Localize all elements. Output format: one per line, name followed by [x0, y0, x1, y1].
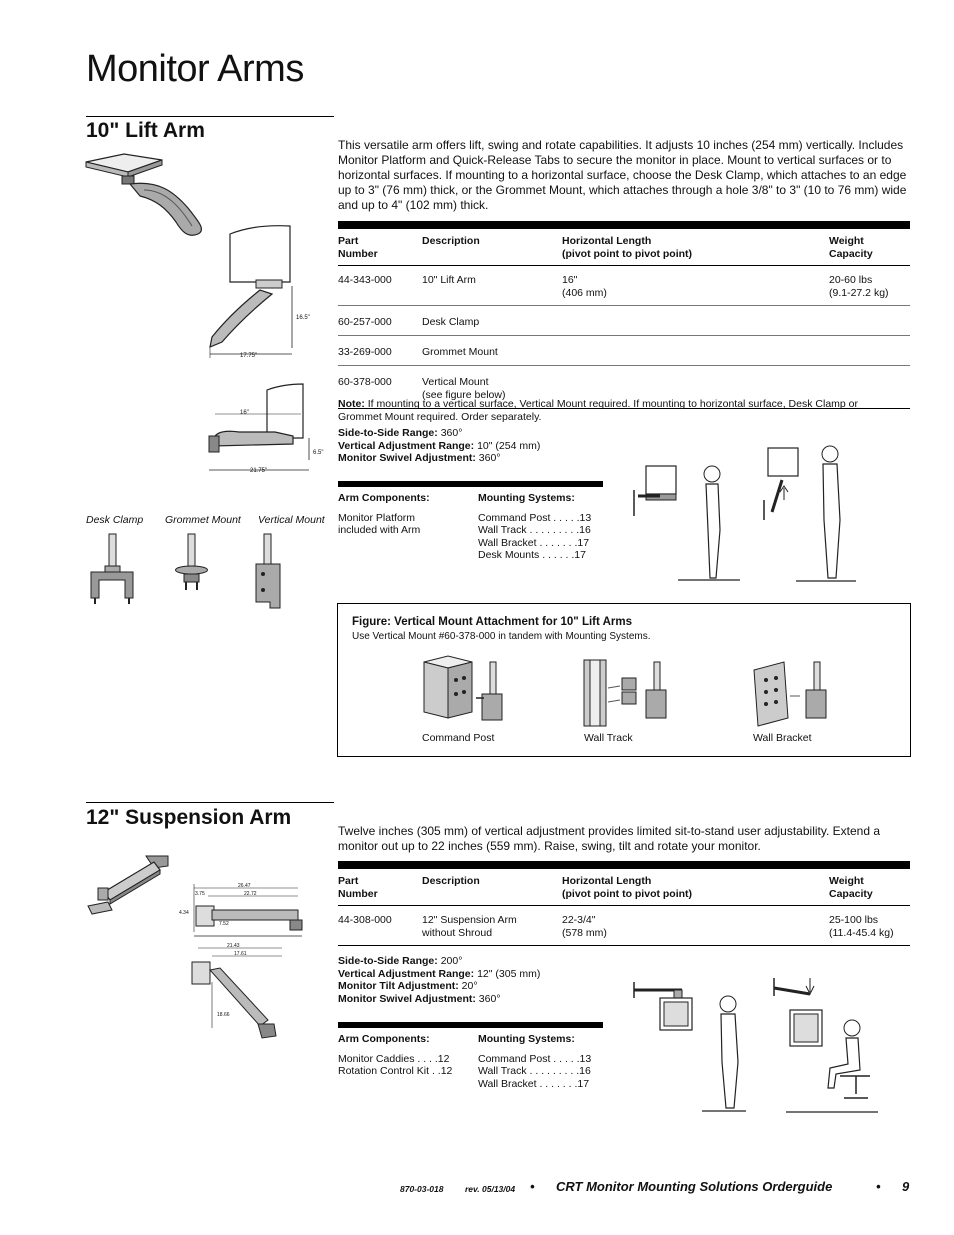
vertical-mount-caption: Vertical Mount: [258, 514, 325, 526]
suspension-specs: Side-to-Side Range: 200° Vertical Adjustment Range: 12" (305 mm) Monitor Tilt Adjustment: 20° Monitor Swivel Adjustment: 360°: [338, 955, 541, 1005]
desk-clamp-caption: Desk Clamp: [86, 514, 144, 526]
lift-specs: Side-to-Side Range: 360° Vertical Adjustment Range: 10" (254 mm) Monitor Swivel Adjustment: 360°: [338, 427, 541, 464]
table-top-bar: [338, 221, 910, 229]
suspension-user-illustration-standing: [628, 980, 748, 1115]
desk-clamp-illustration: [85, 532, 140, 607]
footer-bullet: •: [876, 1179, 881, 1194]
table-top-bar: [338, 861, 910, 869]
table-row: [338, 266, 910, 306]
suspension-user-illustration-seated: [770, 970, 885, 1115]
col-weight-capacity: Weight Capacity: [829, 235, 873, 260]
col-description: Description: [422, 875, 480, 887]
lift-note: Note: If mounting to a vertical surface, Vertical Mount required. If mounting to horizontal surface, Desk Clamp or Grommet Mount required. Order separately.: [338, 398, 858, 423]
suspension-components: Arm Components: Monitor Caddies . . . .12 Rotation Control Kit . .12: [338, 1033, 453, 1077]
lift-arm-side-view-lower: [205, 380, 335, 480]
part-number: 60-257-000: [338, 316, 392, 328]
dim-label: 4.34: [179, 910, 189, 916]
lift-arm-side-view-upper: [200, 222, 330, 362]
table-header-row: [338, 869, 910, 906]
dim-label: 18.66: [217, 1012, 230, 1018]
dim-label: 6.5": [313, 450, 324, 456]
lift-mounting: Mounting Systems: Command Post . . . . .13 Wall Track . . . . . . . . .16 Wall Bracket . . . . . . .17 Desk Mounts . . . . . .17: [478, 492, 592, 561]
footer-bullet: •: [530, 1179, 535, 1194]
figure-label-wall-track: Wall Track: [584, 732, 633, 744]
dim-label: 26.47: [238, 883, 251, 889]
wall-track-illustration: [580, 658, 680, 733]
col-description: Description: [422, 235, 480, 247]
description: Grommet Mount: [422, 346, 498, 358]
dim-label: 16.5": [296, 315, 310, 321]
horizontal-length: 22-3/4" (578 mm): [562, 914, 607, 939]
lift-components: Arm Components: Monitor Platform included with Arm: [338, 492, 430, 536]
col-horizontal-length: Horizontal Length (pivot point to pivot point): [562, 235, 693, 260]
part-number: 33-269-000: [338, 346, 392, 358]
table-row: [338, 906, 910, 946]
grommet-mount-illustration: [170, 532, 215, 592]
footer-rev: rev. 05/13/04: [465, 1184, 516, 1194]
description: Vertical Mount (see figure below): [422, 376, 506, 401]
components-bar: [338, 481, 603, 487]
table-row: [338, 336, 910, 366]
page-number: 9: [902, 1179, 910, 1194]
horizontal-length: 16" (406 mm): [562, 274, 607, 299]
col-part-number: Part Number: [338, 875, 378, 900]
figure-title: Figure: Vertical Mount Attachment for 10" Lift Arms: [352, 616, 632, 628]
vertical-mount-figure: [337, 603, 911, 757]
vertical-mount-illustration: [250, 532, 290, 612]
dim-label: 21.75": [250, 468, 268, 474]
dim-label: 17.75": [240, 353, 258, 359]
part-number: 44-308-000: [338, 914, 392, 926]
components-bar: [338, 1022, 603, 1028]
col-weight-capacity: Weight Capacity: [829, 875, 873, 900]
description: 12" Suspension Arm without Shroud: [422, 914, 517, 939]
footer-code: 870-03-018: [400, 1184, 444, 1194]
suspension-arm-heading: 12" Suspension Arm: [86, 806, 292, 829]
col-part-number: Part Number: [338, 235, 378, 260]
page-title: Monitor Arms: [86, 48, 304, 90]
dim-label: 17.61: [234, 951, 247, 957]
description: 10" Lift Arm: [422, 274, 476, 286]
command-post-illustration: [418, 654, 518, 729]
figure-label-command-post: Command Post: [422, 732, 495, 744]
dim-label: 7.52: [219, 921, 229, 927]
footer-title: CRT Monitor Mounting Solutions Orderguide: [556, 1179, 833, 1194]
suspension-side-view-lower: [190, 942, 290, 1042]
dim-label: 21.43: [227, 943, 240, 949]
suspension-arm-table: [338, 869, 910, 946]
dim-label: 3.75: [195, 891, 205, 897]
part-number: 44-343-000: [338, 274, 392, 286]
suspension-mounting: Mounting Systems: Command Post . . . . .13 Wall Track . . . . . . . . .16 Wall Bracket . . . . . . .17: [478, 1033, 592, 1090]
weight-capacity: 20-60 lbs (9.1-27.2 kg): [829, 274, 889, 299]
part-number: 60-378-000: [338, 376, 392, 388]
dim-label: 22.72: [244, 891, 257, 897]
wall-bracket-illustration: [748, 658, 848, 733]
lift-arm-intro: This versatile arm offers lift, swing and rotate capabilities. It adjusts 10 inches (254 mm) vertically. Includes Monitor Platform and Quick-Release Tabs to secure the monitor in place. Mount to vertical surfaces or to horizontal surfaces. If mounting to a horizontal surface, choose the Desk Clamp, which attaches to an edge up to 3" (76 mm) thick, or the Grommet Mount, which attaches through a hole 3/8" to 3" (10 to 76 mm) wide and up to 4" (102 mm) thick.: [338, 138, 907, 212]
suspension-arm-intro: Twelve inches (305 mm) of vertical adjustment provides limited sit-to-stand user adjustability. Extend a monitor out up to 22 inches (559 mm). Raise, swing, tilt and rotate your monitor.: [338, 824, 881, 853]
table-header-row: [338, 229, 910, 266]
section-divider: [86, 802, 334, 803]
lift-arm-heading: 10" Lift Arm: [86, 119, 205, 142]
lift-user-illustration-high: [760, 440, 860, 585]
lift-user-illustration-low: [628, 460, 743, 585]
lift-arm-table: [338, 229, 910, 409]
grommet-mount-caption: Grommet Mount: [165, 514, 241, 526]
col-horizontal-length: Horizontal Length (pivot point to pivot point): [562, 875, 693, 900]
figure-subtitle: Use Vertical Mount #60-378-000 in tandem with Mounting Systems.: [352, 631, 651, 642]
description: Desk Clamp: [422, 316, 480, 328]
table-row: [338, 306, 910, 336]
dim-label: 16": [240, 410, 249, 416]
figure-label-wall-bracket: Wall Bracket: [753, 732, 812, 744]
section-divider: [86, 116, 334, 117]
suspension-arm-illustration: [84, 852, 184, 922]
weight-capacity: 25-100 lbs (11.4-45.4 kg): [829, 914, 894, 939]
